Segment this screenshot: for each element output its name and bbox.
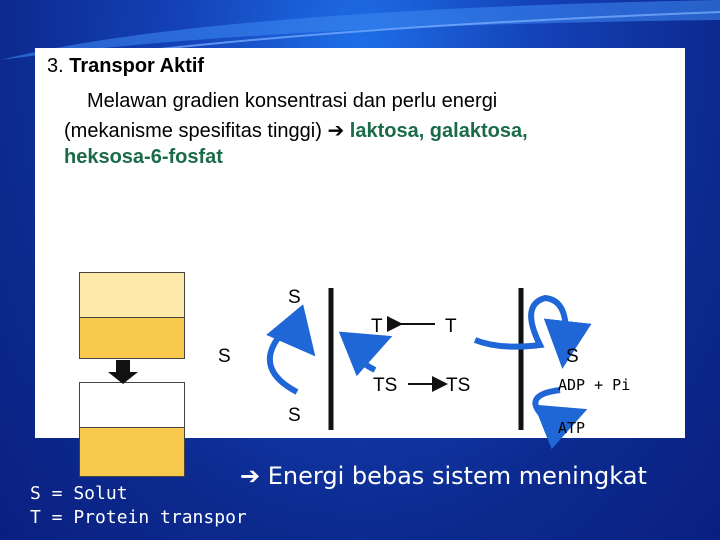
atp-label: ATP xyxy=(558,419,586,437)
energy-note: ➔ Energi bebas sistem meningkat xyxy=(240,462,647,490)
legend xyxy=(30,482,247,530)
atp-arrow xyxy=(535,390,565,419)
transporter-label-right: T xyxy=(445,316,457,337)
right-arrow-icon: ➔ xyxy=(327,120,345,142)
description-line-1: Melawan gradien konsentrasi dan perlu energi xyxy=(87,90,498,112)
description-line-2: (mekanisme spesifitas tinggi) ➔ laktosa, galaktosa, xyxy=(64,120,528,142)
uptake-arrow xyxy=(270,332,300,392)
complex-label-right: TS xyxy=(446,375,471,396)
legend-transporter: T = Protein transpor xyxy=(30,507,247,528)
complex-label-left: TS xyxy=(373,375,398,396)
legend-solute: S = Solut xyxy=(30,483,128,504)
right-arrow-icon: ➔ xyxy=(240,462,261,490)
transporter-label-left: T xyxy=(371,316,383,337)
slide-title: 3. Transpor Aktif xyxy=(47,55,205,77)
solute-label-bottom: S xyxy=(288,405,301,426)
description-line-3: heksosa-6-fosfat xyxy=(64,146,223,168)
binding-arrow xyxy=(359,345,375,370)
down-arrow-icon xyxy=(108,360,138,384)
adp-label: ADP + Pi xyxy=(558,376,631,394)
solute-label-left: S xyxy=(218,346,231,367)
solute-label-top: S xyxy=(288,287,301,308)
solute-label-right: S xyxy=(566,346,579,367)
